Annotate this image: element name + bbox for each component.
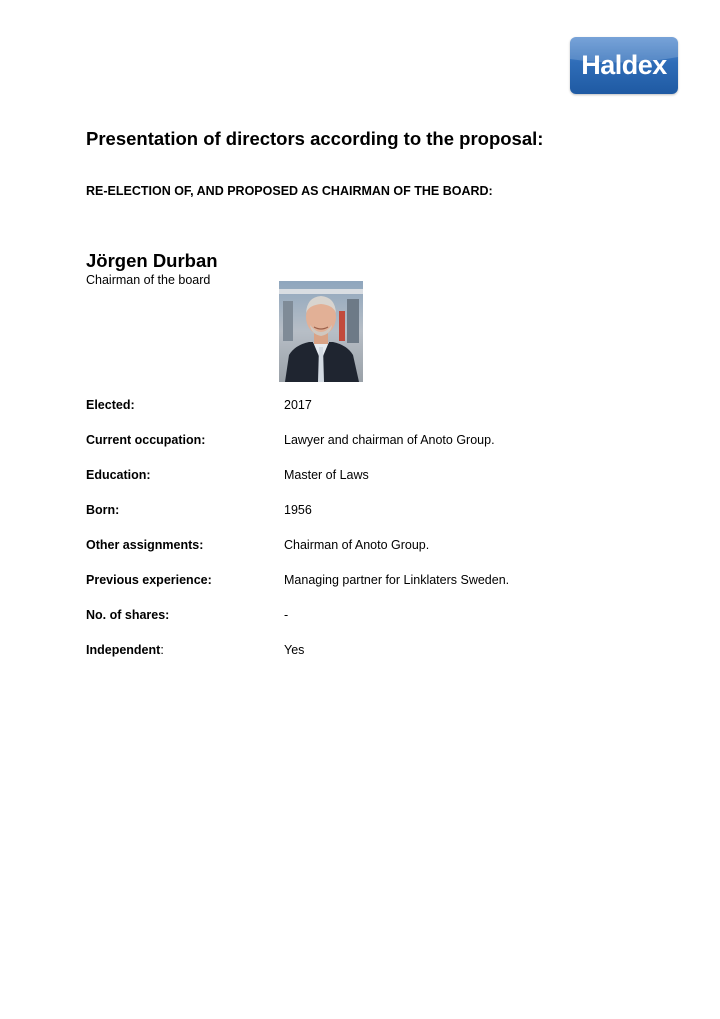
- detail-label: No. of shares:: [86, 608, 170, 622]
- detail-label: [86, 642, 164, 658]
- detail-row-education: [86, 467, 646, 502]
- detail-value: 1956: [284, 503, 312, 517]
- haldex-logo: [570, 37, 678, 94]
- logo-text: Haldex: [581, 50, 667, 80]
- detail-value: Lawyer and chairman of Anoto Group.: [284, 433, 495, 447]
- detail-label: Elected:: [86, 398, 135, 412]
- detail-value: -: [284, 608, 289, 622]
- detail-row-no-of-shares: [86, 607, 646, 642]
- detail-label-text: Independent: [86, 643, 161, 657]
- detail-value: 2017: [284, 398, 312, 412]
- director-role: Chairman of the board: [86, 273, 211, 287]
- detail-label: Born:: [86, 503, 120, 517]
- section-subheading: RE-ELECTION OF, AND PROPOSED AS CHAIRMAN OF THE BOARD:: [86, 184, 493, 198]
- detail-label: Other assignments:: [86, 538, 204, 552]
- detail-row-previous-experience: [86, 572, 646, 607]
- detail-label: Current occupation:: [86, 433, 206, 447]
- detail-value: Managing partner for Linklaters Sweden.: [284, 573, 510, 587]
- director-portrait: [279, 281, 363, 382]
- director-details: [86, 397, 646, 677]
- detail-value: Master of Laws: [284, 468, 369, 482]
- page-title: Presentation of directors according to the proposal:: [86, 128, 544, 149]
- detail-row-other-assignments: [86, 537, 646, 572]
- detail-label-colon: :: [160, 643, 164, 657]
- detail-row-elected: [86, 397, 646, 432]
- detail-row-independent: [86, 642, 646, 677]
- detail-value: Yes: [284, 643, 305, 657]
- detail-row-current-occupation: [86, 432, 646, 467]
- detail-value: Chairman of Anoto Group.: [284, 538, 430, 552]
- detail-row-born: [86, 502, 646, 537]
- detail-label: Education:: [86, 468, 151, 482]
- director-name: Jörgen Durban: [86, 250, 218, 271]
- detail-label: Previous experience:: [86, 573, 212, 587]
